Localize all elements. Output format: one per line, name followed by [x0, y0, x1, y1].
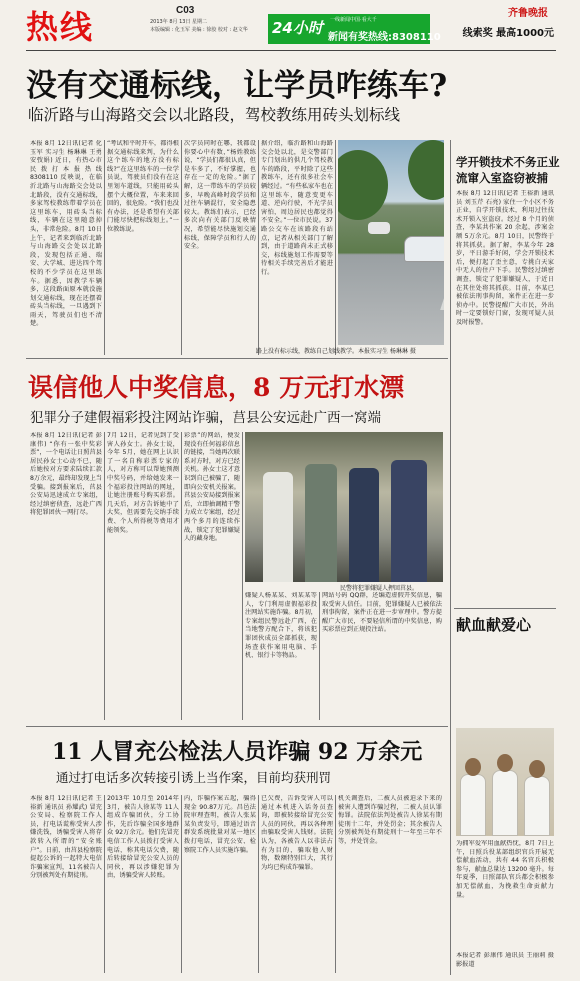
- column-divider: [181, 140, 182, 355]
- story2-caption: 民警将犯罪嫌疑人押回莒县。: [340, 585, 419, 592]
- story3-col4: 已欠费，告诉受害人可以通过本机进入话务员查询，即被转接给冒充公安人员的同伙，再以各种理由骗取受害人钱财。法院认为，各被告人以非法占有为目的，骗取他人财物，数额特别巨大，其行为均已构成诈骗罪。: [261, 795, 333, 871]
- section-rule: [26, 358, 448, 359]
- page-editors: 本版编辑 : 化玉军 美编 : 徐胶 校对 : 赵文华: [150, 27, 248, 33]
- story2-subhead: 犯罪分子建假福彩投注网站诈骗，莒县公安远赴广西一窝端: [30, 410, 381, 426]
- side1-headline-line2: 流窜入室盗窃被捕: [456, 171, 548, 185]
- page-date: 2013年 8月 13日 星期二: [150, 19, 208, 25]
- masthead: [0, 0, 580, 50]
- story2-col3: 彩票”的网站，便发现没有任何福彩信息的链接，当她再次联系对方时，对方已经关机。孙女士这才意识到自己被骗了，随即向公安机关报案。莒县公安局接到报案后，立即抽调精干警力成立专案组，经过两个多月的连续作战，锁定了犯罪嫌疑人的藏身地。: [184, 432, 240, 543]
- masthead-rule: [26, 50, 556, 51]
- story2-col4: 嫌疑人杨某某、刘某某等人，专门利用虚假福彩投注网站实施诈骗。8月初，专案组民警远赴广西，在当地警方配合下，将该犯罪团伙成员全部抓获，现场查获作案用电脑、手机、银行卡等物品。: [245, 592, 317, 660]
- story1-col2: “考试和平时开车，都得根据交通标线来判，为什么这个练车的地方没有标线?”在这里练车的一位学员说，驾驶员们没有在这里划车道线，只能用砖头摆个大概位置，车来来回回的，很危险。“我们也没有办法，还是希望有关部门能尽快把标线划上。”一位教练说。: [107, 140, 179, 233]
- story1-col1: 本报 8月 12日讯(记者 化玉军 实习生 杨琳琳 王勇 安弢娟) 近日，有热心市民拨打本报热线 8308110 反映说，在临沂北路与山海路交会处以北路段，没有交通标线，多家驾校教练带着学员在这里练车，用砖头当标线，车辆在这里随意掉头，非常危险。8月 10日上午，记者来到临沂北路与山海路交会处以北路段，发现包括正通、瑞安、大学城、进达四个驾校的不少学员在这里练车。据悉，因教学车辆多，这段路面原本就没施划交通标线，现在还摆着砖头当标线，一旦遇到下雨天，驾驶员们也不清楚。: [30, 140, 102, 328]
- story1-col3: 次学员同时在哪，我都设你要心中有数，”杨姓教练说，“学员们都很认真，但是车多了，不好掌握，也存在一定的危险。”据了解，这一带练车的学员较多，早晚高峰时段学员和过往车辆混行，安全隐患较大。教练们表示，已经多次向有关部门反映情况，希望能尽快施划交通标线，保障学员和行人的安全。: [184, 140, 256, 251]
- section-rule: [454, 608, 556, 609]
- column-divider: [104, 795, 105, 973]
- story3-col2: 2013年 10月至 2014年 3月，被告人徐某等 11人组成诈骗团伙，分工协作，先后诈骗全国多地群众 92万余元。他们先冒充电信工作人员拨打受害人电话，称其电话欠费，随后转接给冒充公安人员的同伙，再以涉嫌犯罪为由，诱骗受害人转账。: [107, 795, 179, 880]
- story1-subhead: 临沂路与山海路交会以北路段，驾校教练用砖头划标线: [28, 106, 401, 124]
- column-divider: [335, 140, 336, 355]
- story2-col2: 7月 12日，记者见到了受害人孙女士。孙女士说，今年 5月，她在网上认识了一名自称彩票专家的人，对方称可以帮她预测中奖号码，并给她发来一个福彩投注网站的网址，让她注册账号购买彩票。几天后，对方告诉她中了大奖，但需要先交纳手续费、个人所得税等费用才能领奖。: [107, 432, 179, 534]
- column-divider: [181, 795, 182, 973]
- story2-headline: 误信他人中奖信息，8 万元打水漂: [28, 373, 405, 402]
- hotline-number: 新闻有奖热线:8308110: [328, 32, 441, 43]
- column-divider: [181, 432, 182, 720]
- hotline-slogan: 一线新闻中国·看大千: [330, 17, 377, 23]
- story1-col4: 据介绍，临沂路和山海路交会处以北，是交警部门专门划出的供几个驾校教车的路段，平时除了这些教练车，还有很多社会车辆经过。“有些私家车也在这里练车，随意变更车道、逆向行驶，不光学员害怕，周边居民也都觉得不安全。”一位市民说。37路公交车在该路段有站点，记者从相关部门了解到，由于道路尚未正式移交，标线施划工作需要等待相关手续完善后才能进行。: [261, 140, 333, 276]
- section-rule: [26, 726, 448, 727]
- story2-photo: [245, 432, 443, 582]
- side2-headline: 献血献爱心: [456, 616, 532, 634]
- column-divider: [319, 592, 320, 720]
- side2-body: 为拥军爱军用血献热忱，8月 7日上午，日照兵役某部组织官兵开展无偿献血活动，共有 44 名官兵积极参与，献血总量达 13200 毫升。每年夏季，日照部队官兵都会积极参加无偿献血，为挽救生命贡献力量。: [456, 840, 554, 899]
- story1-caption: 路上没有标示线，教练自己划线教学。本报实习生 杨琳琳 摄: [256, 348, 416, 355]
- column-divider: [104, 140, 105, 355]
- right-column-divider: [450, 140, 451, 975]
- column-divider: [242, 432, 243, 720]
- story1-photo: [338, 140, 444, 345]
- side1-headline-line1: 学开锁技术不务正业: [456, 155, 560, 169]
- column-divider: [335, 795, 336, 973]
- story2-col5: 网站号码 QQ群，还编造虚假开奖信息，骗取受害人信任。目前，犯罪嫌疑人已被依法刑事拘留，案件正在进一步审理中。警方提醒广大市民，不要轻信所谓的中奖信息，购买彩票应到正规投注站。: [322, 592, 442, 634]
- page-code: C03: [176, 5, 195, 16]
- side1-body: 本报 8月 12日讯(记者 王裕新 通讯员 刘玉芹 石亮) 家住一个小区不务正业，自学开锁技术，利用过往技术开锁入室盗窃。经过 8 个月的侦查，李某共作案 20 余起，涉案金额 5万余元。8月 10日，民警终于将其抓获。据了解，李某今年 28岁，平日游手好闲，学会开锁技术后，便打起了歪主意，专挑白天家中无人的住户下手。民警经过缜密调查，锁定了犯罪嫌疑人，于近日在其住处将其抓获。目前，李某已被依法刑事拘留，案件正在进一步侦办中。民警提醒广大市民，外出时一定要锁好门窗，发现可疑人员及时报警。: [456, 190, 554, 326]
- column-divider: [258, 795, 259, 973]
- story3-col1: 本报 8月 12日讯(记者 王裕新 通讯员 孙耀武) 冒充公安局、检察院工作人员，打电话谎称受害人涉嫌洗钱，诱骗受害人将存款转入所谓的“安全账户”。日前，由莒县检察院提起公诉的一起特大电信诈骗案宣判，11名被告人分别被判处有期徒刑。: [30, 795, 102, 880]
- hotline-box: [268, 14, 441, 44]
- column-divider: [258, 140, 259, 355]
- section-brand: 热线: [26, 8, 95, 46]
- story3-headline: 11 人冒充公检法人员诈骗 92 万余元: [52, 739, 423, 765]
- page-meta: [150, 18, 260, 34]
- side2-credit: 本报记者 彭康伟 通讯员 王丽莉 摄影报道: [456, 952, 554, 968]
- column-divider: [104, 432, 105, 720]
- story2-col1: 本报 8月 12日讯(记者 彭康伟) “你有一张中奖彩票”，一个电话让日照莒县居民孙女士心动不已，随后她按对方要求陆续汇款 8万余元，最终却发现上当受骗。接到报案后，莒县公安局迅速成立专案组，经过缜密侦查，远赴广西将犯罪团伙一网打尽。: [30, 432, 102, 517]
- hotline-24h: 24小时: [272, 19, 323, 37]
- paper-logo: 齐鲁晚报: [508, 8, 548, 19]
- story3-col3: 内，诈骗作案五起，骗得现金 90.87万元。昌邑法院审理查明，被告人张某某负责发号，即通过语音群发系统批量对某一地区拨打电话，冒充公安、检察院工作人员实施诈骗。: [184, 795, 256, 854]
- reward-text: 线索奖 最高1000元: [462, 28, 554, 39]
- story3-subhead: 通过打电话多次转接引诱上当作案，目前均获刑罚: [56, 770, 332, 785]
- story1-headline: 没有交通标线，让学员咋练车?: [26, 68, 448, 104]
- side2-photo: [456, 728, 554, 836]
- story3-col5: 机关调查后，二被人员被迫录下来的被害人遭到诈骗过程，二被人员认罪悔罪。法院依法判处被告人徐某有期徒刑十二年，并处罚金；其余被告人分别被判处有期徒刑十一年至三年不等，并处罚金。: [338, 795, 442, 845]
